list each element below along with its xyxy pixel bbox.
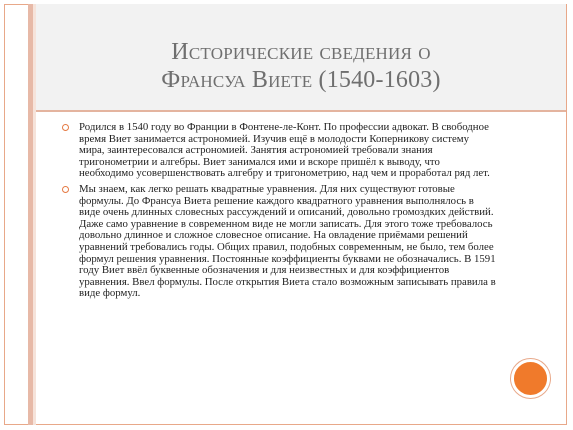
title-divider — [36, 110, 566, 112]
slide-content — [62, 122, 496, 304]
orange-circle-decoration — [511, 359, 550, 398]
circle-bullet-icon — [62, 186, 69, 193]
bullet-item — [62, 122, 496, 180]
bullet-text: Родился в 1540 году во Франции в Фонтене-ле-Конт. По профессии адвокат. В свободное время Виет занимается астрономией. Изучив ещё в молодости Коперникову систему мира, заинтересовался астрономией. Занятия астрономией требовали знания тригонометрии и алгебры. Виет занимался ими и вскоре пришёл к выводу, что необходимо усовершенствовать алгебру и тригонометрию, над чем и проработал ряд лет. — [79, 121, 490, 180]
bullet-item — [62, 184, 496, 300]
circle-bullet-icon — [62, 124, 69, 131]
bullet-text: Мы знаем, как легко решать квадратные уравнения. Для них существуют готовые формулы. До Франсуа Виета решение каждого квадратного уравнения выполнялось в виде очень длинных словесных рассуждений и описаний, довольно громоздких действий. Даже само уравнение в современном виде не могли записать. Для этого тоже требовалось довольно длинное и сложное словесное описание. На овладение приёмами решений уравнений требовались годы. Общих правил, подобных современным, не было, тем более формул решения уравнения. Постоянные коэффициенты буквами не обозначались. В 1591 году Виет ввёл буквенные обозначения и для неизвестных и для коэффициентов уравнения. Ввел формулы. После открытия Виета стало возможным записывать правила в виде формул. — [79, 182, 496, 300]
slide-title-line-1: Исторические сведения о — [171, 39, 431, 65]
slide-title-line-2: Франсуа Виете (1540-1603) — [161, 67, 441, 93]
slide-title — [36, 38, 566, 94]
